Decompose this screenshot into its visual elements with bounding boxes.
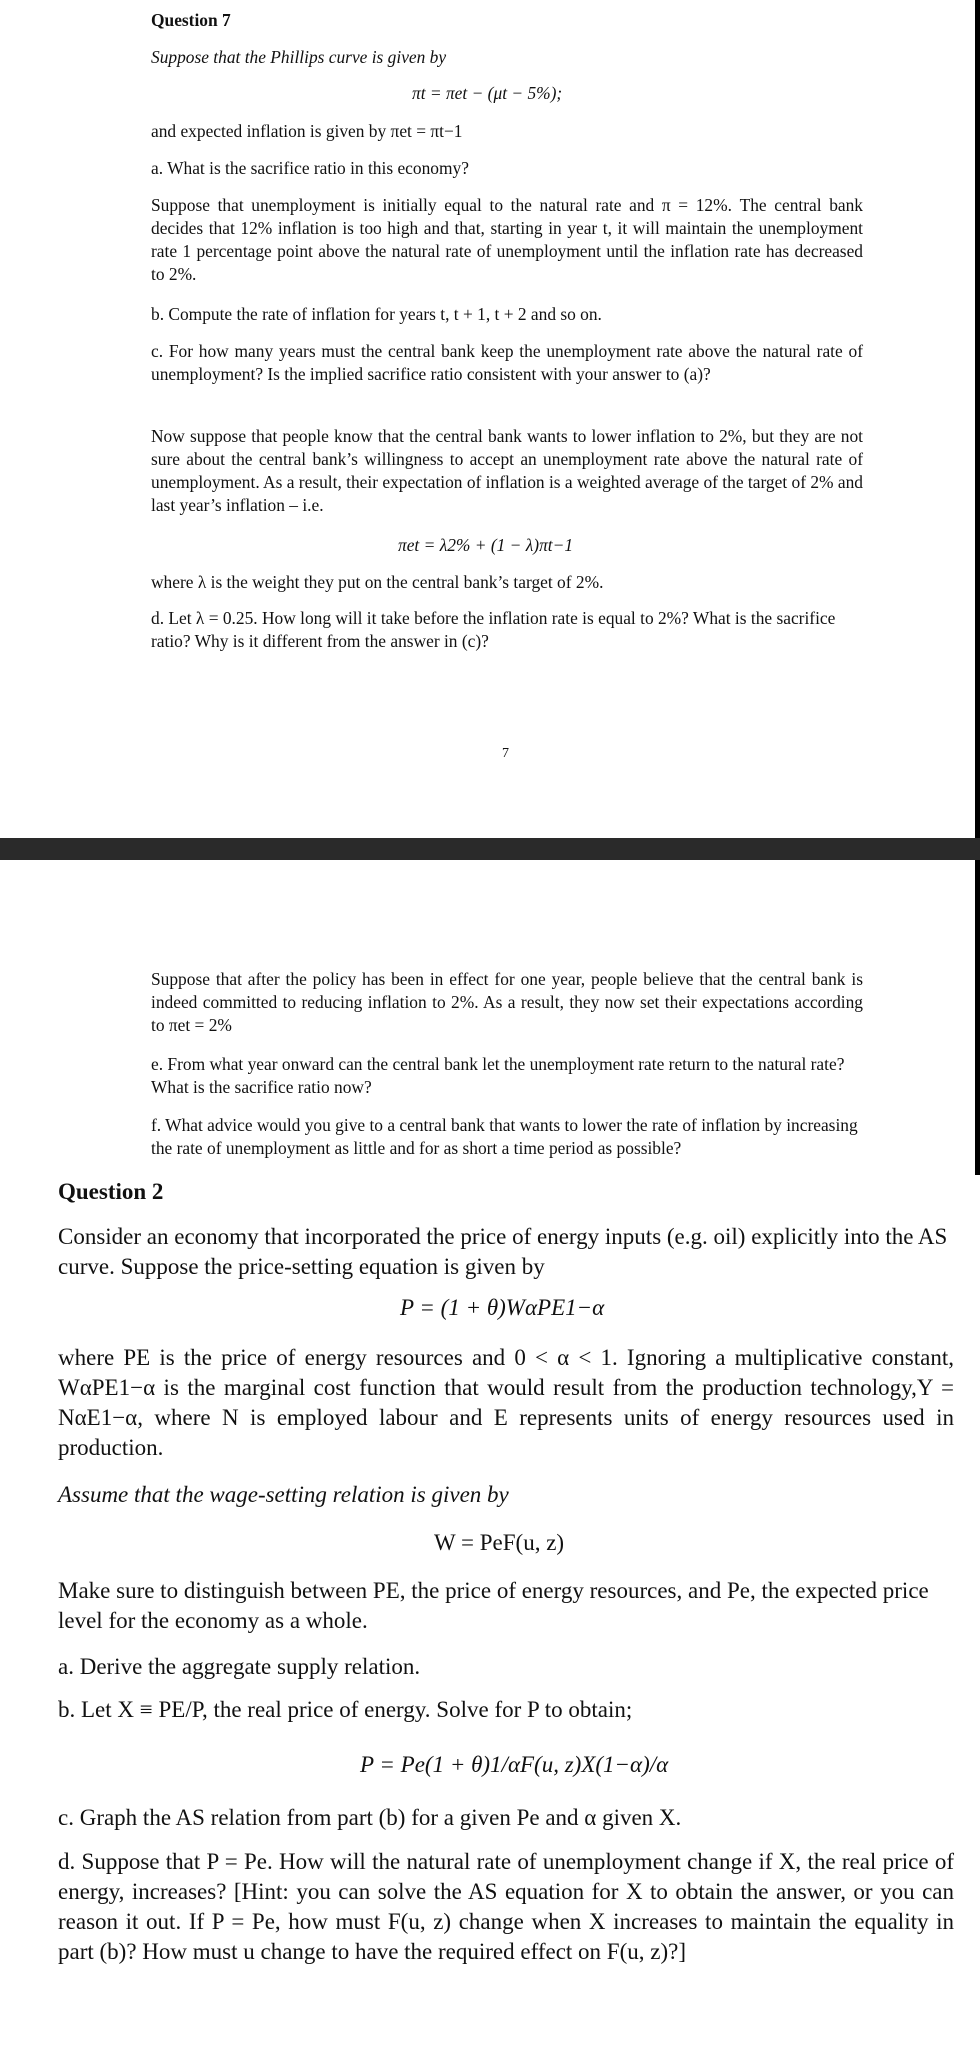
question-b: b. Compute the rate of inflation for years t, t + 1, t + 2 and so on. [151,304,602,324]
expected-inflation: and expected inflation is given by πet = πt−1 [151,121,463,141]
question-f: f. What advice would you give to a central bank that wants to lower the rate of inflation by increasing the rate of unemployment as little and for as short a time period as possible? [151,1115,858,1158]
page-number: 7 [502,746,509,761]
as-equation: P = Pe(1 + θ)1/αF(u, z)X(1−α)/α [360,1752,669,1777]
question-2a: a. Derive the aggregate supply relation. [58,1654,421,1679]
expectations-paragraph: Now suppose that people know that the central bank wants to lower inflation to 2%, but they are not sure about the central bank’s willingness to accept an unemployment rate above the natural rate of unemployment. As a result, their expectation of inflation is a weighted average of the target of 2% and last year’s inflation – i.e. [151,426,863,515]
page-one [0,0,975,838]
phillips-equation: πt = πet − (μt − 5%); [412,83,563,103]
scenario-paragraph: Suppose that unemployment is initially equal to the natural rate and π = 12%. The central bank decides that 12% inflation is too high and that, starting in year t, it will maintain the unemployment rate 1 percentage point above the natural rate of unemployment until the inflation rate has decreased to 2%. [151,195,863,284]
phillips-intro: Suppose that the Phillips curve is given by [151,47,447,67]
question-2-heading: Question 2 [58,1179,164,1204]
question-2d: d. Suppose that P = Pe. How will the natural rate of unemployment change if X, the real price of energy, increases? [Hint: you can solve the AS equation for X to obtain the answer, or you can reason it out. If P = Pe, how must F(u, z) change when X increases to maintain the equality in part (b)? How must u change to have the required effect on F(u, z)?] [58,1849,954,1964]
page-gap-bar [0,838,980,860]
wage-setting-equation: W = PeF(u, z) [434,1530,565,1555]
energy-intro: Consider an economy that incorporated the price of energy inputs (e.g. oil) explicitly into the AS curve. Suppose the price-setting equation is given by [58,1224,948,1279]
committed-policy-paragraph: Suppose that after the policy has been in effect for one year, people believe that the central bank is indeed committed to reducing inflation to 2%. As a result, they now set their expectations according to πet = 2% [151,969,863,1035]
question-2c: c. Graph the AS relation from part (b) for a given Pe and α given X. [58,1805,682,1830]
weighted-expectations-equation: πet = λ2% + (1 − λ)πt−1 [398,535,574,555]
question-7-heading: Question 7 [151,10,231,30]
question-a: a. What is the sacrifice ratio in this economy? [151,158,469,178]
question-2b: b. Let X ≡ PE/P, the real price of energy. Solve for P to obtain; [58,1697,633,1722]
distinction-paragraph: Make sure to distinguish between PE, the price of energy resources, and Pe, the expected price level for the economy as a whole. [58,1578,929,1633]
page-three [0,1175,980,2060]
lambda-definition: where λ is the weight they put on the central bank’s target of 2%. [151,572,604,592]
wage-setting-intro: Assume that the wage-setting relation is given by [58,1482,509,1507]
question-d: d. Let λ = 0.25. How long will it take before the inflation rate is equal to 2%? What is the sacrifice ratio? Why is it different from the answer in (c)? [151,608,836,651]
page-two [0,860,975,1175]
question-e: e. From what year onward can the central bank let the unemployment rate return to the natural rate? What is the sacrifice ratio now? [151,1054,845,1097]
question-c: c. For how many years must the central bank keep the unemployment rate above the natural rate of unemployment? Is the implied sacrifice ratio consistent with your answer to (a)? [151,341,863,384]
price-setting-equation: P = (1 + θ)WαPE1−α [400,1295,605,1320]
marginal-cost-paragraph: where PE is the price of energy resources and 0 < α < 1. Ignoring a multiplicative constant, WαPE1−α is the marginal cost function that would result from the production technology,Y = NαE1−α, where N is employed labour and E represents units of energy resources used in production. [58,1345,954,1460]
